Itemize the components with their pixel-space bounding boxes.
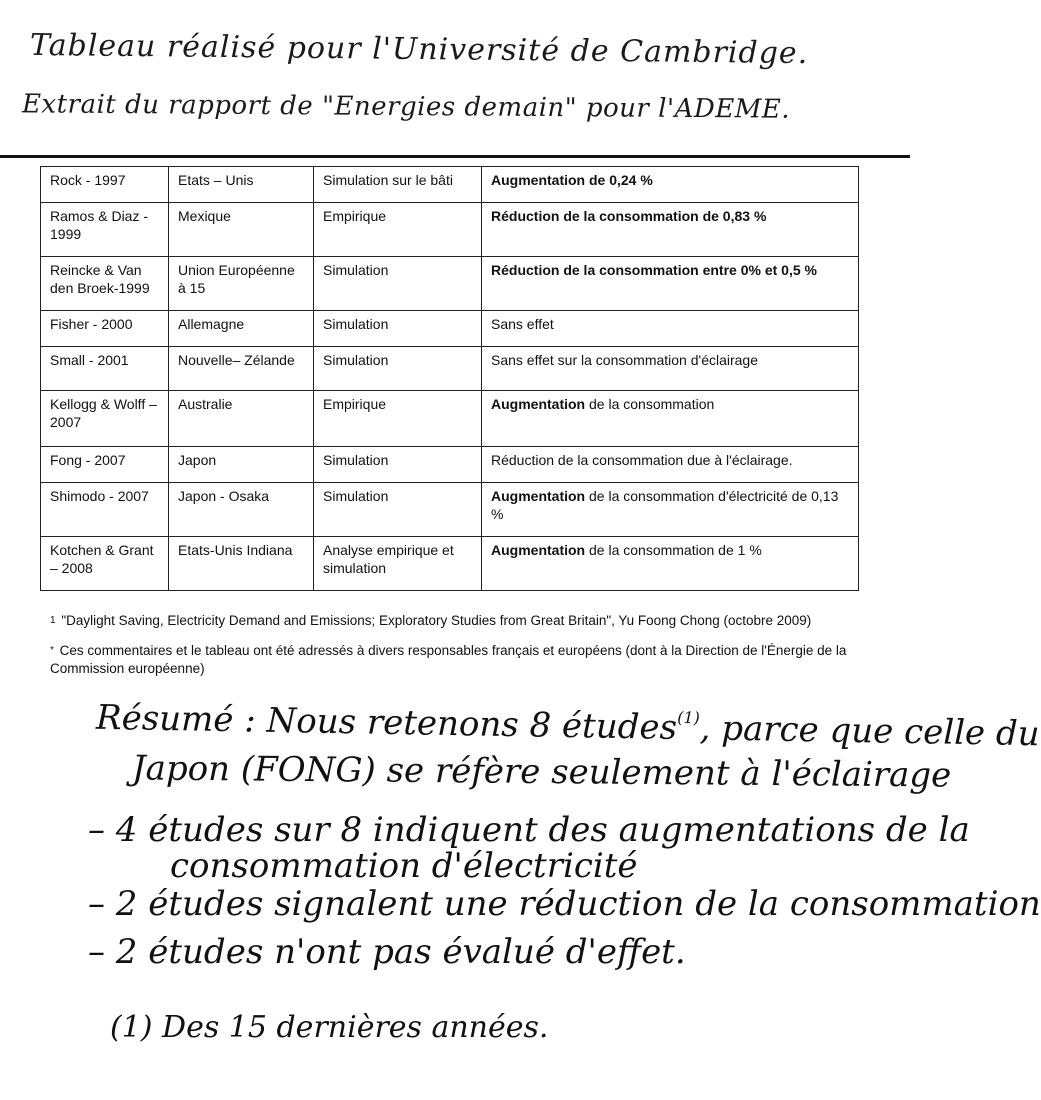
footnote-1 xyxy=(50,612,870,630)
summary-line-1 xyxy=(96,698,1040,754)
result-cell xyxy=(482,447,859,483)
result-cell xyxy=(482,167,859,203)
summary-line-6: – 2 études n'ont pas évalué d'effet. xyxy=(88,932,686,972)
result-text: de la consommation de 1 % xyxy=(585,542,762,558)
summary-line-3: – 4 études sur 8 indiquent des augmentations de la xyxy=(88,810,970,850)
footnote-1-text: "Daylight Saving, Electricity Demand and Emissions; Exploratory Studies from Great Britain", Yu Foong Chong (octobre 2009) xyxy=(61,613,812,628)
summary-line-5: – 2 études signalent une réduction de la consommation xyxy=(88,884,1041,924)
result-cell xyxy=(482,347,859,391)
country-cell: Etats-Unis Indiana xyxy=(169,537,314,591)
method-cell: Simulation xyxy=(314,483,482,537)
country-cell: Nouvelle– Zélande xyxy=(169,347,314,391)
method-cell: Simulation xyxy=(314,311,482,347)
country-cell: Japon - Osaka xyxy=(169,483,314,537)
country-cell: Australie xyxy=(169,391,314,447)
author-cell: Kotchen & Grant – 2008 xyxy=(41,537,169,591)
result-text: de la consommation d'électricité de 0,13 % xyxy=(491,488,839,522)
country-cell: Japon xyxy=(169,447,314,483)
summary-line-1-text: Résumé : Nous retenons 8 études xyxy=(95,697,678,748)
result-text: Réduction de la consommation due à l'éclairage. xyxy=(491,452,793,468)
table-row xyxy=(41,167,859,203)
country-cell: Allemagne xyxy=(169,311,314,347)
result-cell xyxy=(482,537,859,591)
result-text: Sans effet xyxy=(491,316,554,332)
author-cell: Small - 2001 xyxy=(41,347,169,391)
result-emphasis: Réduction de la consommation de 0,83 % xyxy=(491,208,767,224)
table-row xyxy=(41,447,859,483)
table-row xyxy=(41,537,859,591)
method-cell: Simulation xyxy=(314,447,482,483)
result-emphasis: Augmentation xyxy=(491,488,586,504)
footnote-2-text: Ces commentaires et le tableau ont été adressés à divers responsables français et européens (dont à la Direction de l'Énergie de la Commission européenne) xyxy=(50,643,847,676)
horizontal-rule xyxy=(0,155,910,158)
method-cell: Simulation xyxy=(314,257,482,311)
table-row xyxy=(41,483,859,537)
table-row xyxy=(41,311,859,347)
method-cell: Empirique xyxy=(314,203,482,257)
footnote-2-mark: * xyxy=(50,645,54,656)
result-text: de la consommation xyxy=(585,396,715,412)
table-row xyxy=(41,257,859,311)
result-cell xyxy=(482,257,859,311)
result-emphasis: Augmentation xyxy=(491,542,586,558)
summary-line-1-end: , parce que celle du xyxy=(699,708,1040,755)
result-text: Sans effet sur la consommation d'éclairage xyxy=(491,352,759,368)
result-cell xyxy=(482,311,859,347)
result-emphasis: Augmentation de 0,24 % xyxy=(491,172,653,188)
result-cell xyxy=(482,203,859,257)
table-row xyxy=(41,391,859,447)
country-cell: Etats – Unis xyxy=(169,167,314,203)
author-cell: Rock - 1997 xyxy=(41,167,169,203)
result-cell xyxy=(482,483,859,537)
result-emphasis: Augmentation xyxy=(491,396,586,412)
author-cell: Ramos & Diaz - 1999 xyxy=(41,203,169,257)
author-cell: Shimodo - 2007 xyxy=(41,483,169,537)
author-cell: Reincke & Van den Broek-1999 xyxy=(41,257,169,311)
handwritten-header-line2: Extrait du rapport de "Energies demain" pour l'ADEME. xyxy=(21,89,791,125)
author-cell: Fisher - 2000 xyxy=(41,311,169,347)
method-cell: Analyse empirique et simulation xyxy=(314,537,482,591)
studies-table-container xyxy=(40,166,858,591)
method-cell: Empirique xyxy=(314,391,482,447)
table-row xyxy=(41,347,859,391)
footnote-2 xyxy=(50,642,870,678)
summary-line-2: Japon (FONG) se réfère seulement à l'éclairage xyxy=(131,748,952,796)
footnote-1-mark: 1 xyxy=(50,615,56,626)
summary-footnote: (1) Des 15 dernières années. xyxy=(110,1010,549,1045)
country-cell: Mexique xyxy=(169,203,314,257)
method-cell: Simulation sur le bâti xyxy=(314,167,482,203)
method-cell: Simulation xyxy=(314,347,482,391)
summary-note-ref: (1) xyxy=(677,707,701,728)
result-cell xyxy=(482,391,859,447)
result-emphasis: Réduction de la consommation entre 0% et 0,5 % xyxy=(491,262,817,278)
summary-line-4: consommation d'électricité xyxy=(170,846,638,886)
author-cell: Fong - 2007 xyxy=(41,447,169,483)
studies-table xyxy=(40,166,859,591)
country-cell: Union Européenne à 15 xyxy=(169,257,314,311)
table-row xyxy=(41,203,859,257)
handwritten-header-line1: Tableau réalisé pour l'Université de Cambridge. xyxy=(29,27,809,72)
author-cell: Kellogg & Wolff – 2007 xyxy=(41,391,169,447)
